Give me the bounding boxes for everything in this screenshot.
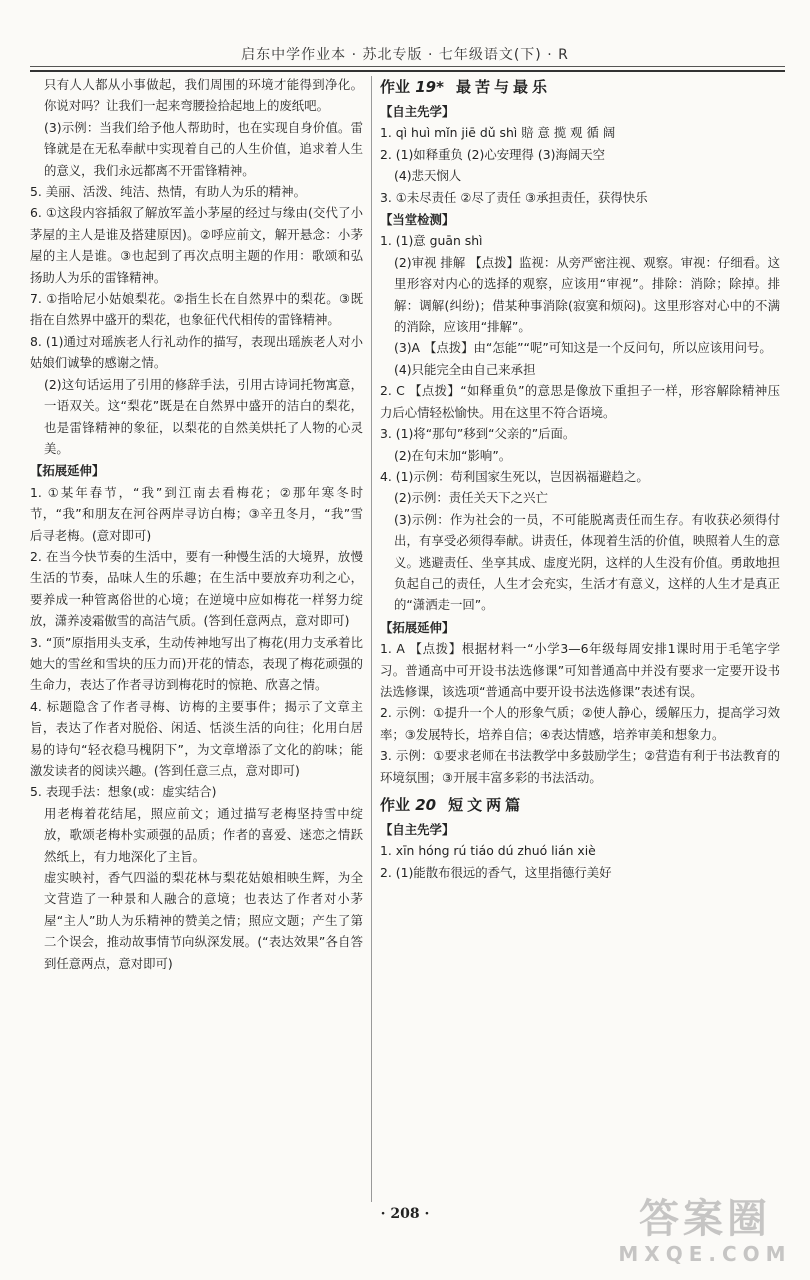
homework-title: 短文两篇 — [448, 796, 525, 814]
answer-paragraph: 2. (1)如释重负 (2)心安理得 (3)海阔天空 — [380, 146, 605, 162]
answer-paragraph: 用老梅着花结尾，照应前文；通过描写老梅坚持雪中绽放，歌颂老梅朴实顽强的品质；作者的喜爱、迷恋之情跃然纸上，有力地深化了主旨。 — [44, 805, 363, 864]
answer-paragraph: 3. “顶”原指用头支承，生动传神地写出了梅花(用力支承着比她大的雪丝和雪块的压力而)开花的情态，表现了梅花顽强的生命力，表达了作者寻访到梅花时的惊艳、欣喜之情。 — [30, 634, 363, 693]
column-divider — [371, 76, 372, 1202]
answer-paragraph: 3. (1)将“那句”移到“父亲的”后面。 — [380, 426, 576, 442]
answer-paragraph: (3)示例：作为社会的一员，不可能脱离责任而生存。有收获必须得付出，有享受必须得奉献。讲责任，体现着生活的价值，映照着人生的意义。逃避责任、坐享其成、虚度光阴，这样的人生没有价值。勇敢地担负起自己的责任，人生才会充实，生活才有意义，这样的人生才是真正的“潇洒走一回”。 — [394, 511, 780, 613]
page-number: · 208 · — [380, 1206, 430, 1222]
answer-paragraph: 2. 在当今快节奏的生活中，要有一种慢生活的大境界，放慢生活的节奏，品味人生的乐趣；在生活中要放弃功利之心，要养成一种管离俗世的心境；在逆境中应如梅花一样努力绽放，潇养凌霜傲雪的高洁气质。(答到任意两点，意对即可) — [30, 548, 363, 629]
homework-20-heading — [380, 792, 780, 818]
answer-paragraph: 2. 示例：①提升一个人的形象气质；②使人静心，缓解压力，提高学习效率；③发展特长，培养自信；④表达情感，培养审美和想象力。 — [380, 705, 780, 742]
answer-paragraph: 6. ①这段内容插叙了解放军盖小茅屋的经过与缘由(交代了小茅屋的主人是谁及搭建原因)。②呼应前文，解开悬念：小茅屋的主人是谁。③也起到了再次点明主题的作用：歌颂和弘扬助人为乐的雷锋精神。 — [30, 205, 363, 285]
watermark-text: 答案圈 — [639, 1196, 771, 1242]
answer-paragraph: 2. C 【点拨】“如释重负”的意思是像放下重担子一样，形容解除精神压力后心情轻松愉快。用在这里不符合语境。 — [380, 383, 780, 420]
answer-paragraph: 4. (1)示例：苟利国家生死以，岂因祸福避趋之。 — [380, 468, 649, 484]
section-heading: 【自主先学】 — [380, 822, 455, 837]
header-rule-thick — [30, 70, 785, 72]
answer-paragraph: (3)A 【点拨】由“怎能”“呢”可知这是一个反问句，所以应该用问号。 — [394, 340, 772, 356]
homework-19-heading — [380, 74, 780, 100]
answer-paragraph: (2)这句话运用了引用的修辞手法，引用古诗词托物寓意，一语双关。这“梨花”既是在自然界中盛开的洁白的梨花，也是雷锋精神的象征，以梨花的自然美烘托了人物的心灵美。 — [44, 376, 363, 456]
answer-paragraph: 5. 美丽、活泼、纯洁、热情，有助人为乐的精神。 — [30, 184, 306, 200]
right-column — [380, 74, 780, 883]
answer-paragraph: 3. ①未尽责任 ②尽了责任 ③承担责任，获得快乐 — [380, 189, 648, 205]
answer-paragraph: 7. ①指哈尼小姑娘梨花。②指生长在自然界中的梨花。③既指在自然界中盛开的梨花，也象征代代相传的雷锋精神。 — [30, 291, 363, 328]
section-heading: 【当堂检测】 — [380, 212, 455, 228]
section-heading: 【自主先学】 — [380, 104, 455, 119]
header-rule — [30, 66, 785, 67]
answer-paragraph: 1. qì huì mǐn jiē dǔ shì 賠 意 揽 观 循 阔 — [380, 125, 616, 141]
answer-paragraph: 3. 示例：①要求老师在书法教学中多鼓励学生；②营造有利于书法教育的环境氛围；③开展丰富多彩的书法活动。 — [380, 748, 780, 785]
answer-paragraph: (3)示例：当我们给予他人帮助时，也在实现自身价值。雷锋就是在无私奉献中实现着自己的人生价值，追求着人生的意义，我们永远都离不开雷锋精神。 — [44, 119, 363, 178]
homework-number: 20 — [415, 796, 437, 814]
homework-number: 19* — [415, 78, 444, 96]
answer-paragraph: 1. ①某年春节，“我”到江南去看梅花；②那年寒冬时节，“我”和朋友在河谷两岸寻访白梅；③辛丑冬月，“我”雪后寻老梅。(意对即可) — [30, 484, 363, 543]
homework-20-answers — [380, 819, 780, 883]
answer-paragraph: 1. xīn hóng rú tiáo dú zhuó lián xiè — [380, 843, 596, 859]
answer-paragraph: 1. (1)意 guān shì — [380, 233, 483, 249]
answer-paragraph: 8. (1)通过对瑶族老人行礼动作的描写，表现出瑶族老人对小姑娘们诚挚的感谢之情。 — [30, 333, 363, 371]
answer-paragraph: 2. (1)能散布很远的香气，这里指德行美好 — [380, 864, 612, 880]
homework-19-answers — [380, 101, 780, 788]
left-column — [30, 74, 363, 974]
answer-paragraph: 4. 标题隐含了作者寻梅、访梅的主要事件；揭示了文章主旨，表达了作者对脱俗、闲适、恬淡生活的向往；化用白居易的诗句“轻衣稳马槐阴下”，为文章增添了文化的韵味；能激发读者的阅读兴趣。(答到任意三点，意对即可) — [30, 698, 363, 778]
answer-paragraph: (2)示例：责任关天下之兴亡 — [394, 490, 548, 506]
answer-paragraph: (2)在句末加“影响”。 — [394, 447, 512, 463]
answer-paragraph: 虚实映衬，香气四溢的梨花林与梨花姑娘相映生辉，为全文营造了一种景和人融合的意境；也表达了作者对小茅屋“主人”助人为乐精神的赞美之情；照应文题；产生了第二个误会，推动故事情节向纵深发展。(“表达效果”各自答到任意两点，意对即可) — [44, 870, 363, 971]
answer-paragraph: 1. A 【点拨】根据材料一“小学3—6年级每周安排1课时用于毛笔字学习。普通高中可开设书法选修课”可知普通高中并没有要求一定要开设书法选修课，该选项“普通高中要开设书法选修课”表述有误。 — [380, 641, 780, 699]
watermark-url: MXQE.COM — [618, 1242, 792, 1266]
section-heading: 【拓展延伸】 — [380, 619, 455, 635]
section-heading: 【拓展延伸】 — [30, 463, 105, 479]
answer-paragraph: (4)只能完全由自己来承担 — [394, 361, 536, 377]
answer-paragraph: 只有人人都从小事做起，我们周围的环境才能得到净化。你说对吗？让我们一起来弯腰捡拾起地上的废纸吧。 — [44, 77, 363, 114]
answer-paragraph: (2)审视 排解 【点拨】监视：从旁严密注视、观察。审视：仔细看。这里形容对内心的选择的观察，应该用“审视”。排除：消除；除掉。排解：调解(纠纷)；借某种事消除(寂寞和烦闷)。这里形容对心中的不满的消除，应该用“排解”。 — [394, 254, 780, 335]
homework-label: 作业 — [380, 796, 411, 814]
answer-paragraph: 5. 表现手法：想象(或：虚实结合) — [30, 784, 217, 800]
homework-title: 最苦与最乐 — [455, 78, 551, 96]
homework-label: 作业 — [380, 78, 411, 96]
running-header: 启东中学作业本 · 苏北专版 · 七年级语文(下) · R — [241, 47, 569, 63]
answer-paragraph: (4)悲天悯人 — [394, 168, 462, 184]
